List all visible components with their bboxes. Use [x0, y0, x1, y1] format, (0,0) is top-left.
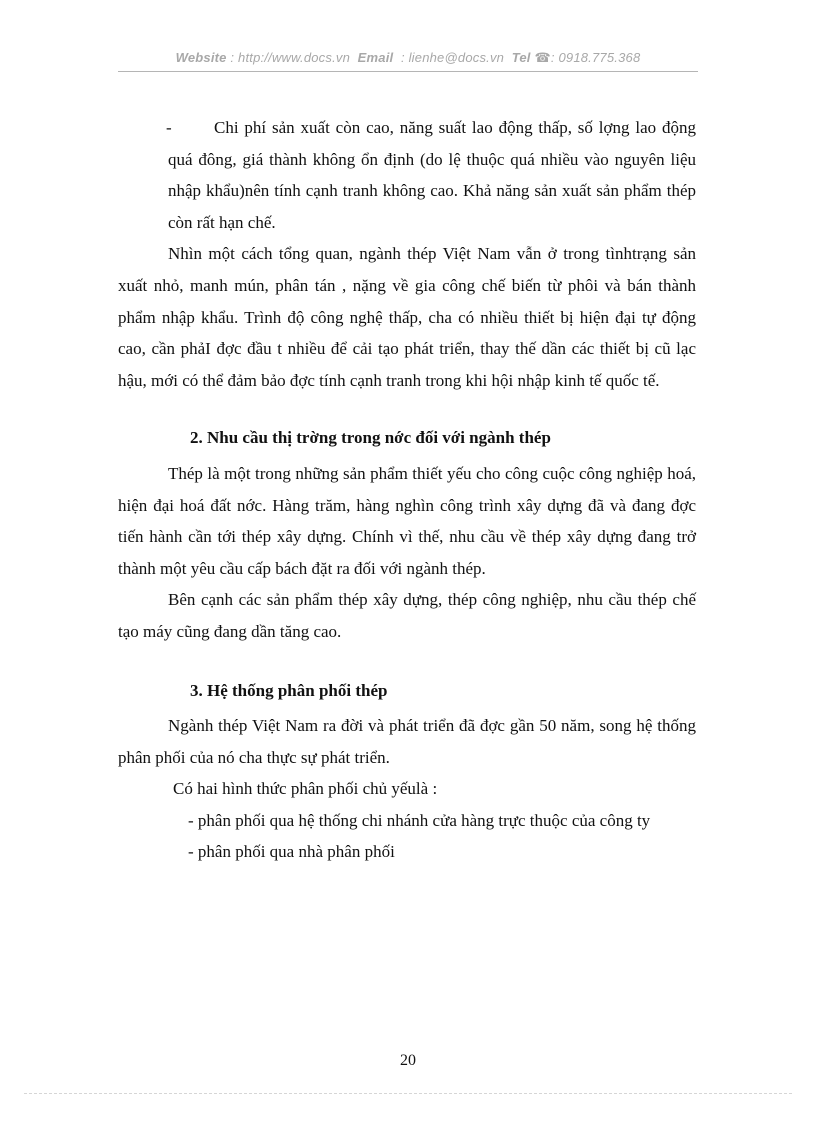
distribution-paragraph-2: Có hai hình thức phân phối chủ yếulà :	[173, 779, 438, 799]
page-header	[118, 50, 698, 66]
demand-paragraph-2: Bên cạnh các sản phẩm thép xây dựng, thép công nghiệp, nhu cầu thép chế tạo máy cũng đang dần tăng cao.	[118, 590, 696, 641]
email-value: : lienhe@docs.vn	[400, 50, 505, 65]
email-label: Email	[357, 50, 394, 65]
document-body	[118, 112, 696, 868]
dash-paragraph-text: Chi phí sản xuất còn cao, năng suất lao động thấp, số lợng lao động quá đông, giá thành không ổn định (do lệ thuộc quá nhiều vào nguyên liệu nhập khẩu)nên tính cạnh tranh không cao. Khả năng sản xuất sản phẩm thép còn rất hạn chế.	[168, 118, 696, 232]
page-bottom-border	[24, 1093, 792, 1094]
demand-paragraph-1: Thép là một trong những sản phẩm thiết yếu cho công cuộc công nghiệp hoá, hiện đại hoá đất nớc. Hàng trăm, hàng nghìn công trình xây dựng đã và đang đợc tiến hành cần tới thép xây dựng. Chính vì thế, nhu cầu về thép xây dựng đang trở thành một yêu cầu cấp bách đặt ra đối với ngành thép.	[118, 463, 696, 578]
tel-label: Tel	[511, 50, 531, 65]
header-divider	[118, 71, 698, 72]
section-heading-3: 3. Hệ thống phân phối thép	[190, 680, 388, 700]
distribution-bullet-2: - phân phối qua nhà phân phối	[188, 842, 395, 862]
section-heading-2: 2. Nhu cầu thị trờng trong nớc đối với ngành thép	[190, 428, 551, 448]
website-label: Website	[175, 50, 227, 65]
website-value: : http://www.docs.vn	[230, 50, 351, 65]
overview-paragraph: Nhìn một cách tổng quan, ngành thép Việt Nam vẫn ở trong tìnhtrạng sản xuất nhỏ, manh mún, phân tán , nặng về gia công chế biến từ phôi và bán thành phẩm nhập khẩu. Trình độ công nghệ thấp, cha có nhiều thiết bị hiện đại tự động cao, cần phảI đợc đầu t nhiều để cải tạo phát triển, thay thế dần các thiết bị cũ lạc hậu, mới có thể đảm bảo đợc tính cạnh tranh trong khi hội nhập kinh tế quốc tế.	[118, 244, 696, 390]
dash-paragraph	[118, 112, 696, 238]
distribution-paragraph-1: Ngành thép Việt Nam ra đời và phát triển đã đợc gần 50 năm, song hệ thống phân phối của nó cha thực sự phát triển.	[118, 716, 696, 767]
phone-icon: ☎	[534, 50, 551, 65]
page-number: 20	[400, 1052, 416, 1069]
distribution-bullet-1: - phân phối qua hệ thống chi nhánh cửa hàng trực thuộc của công ty	[188, 810, 651, 830]
dash-bullet: -	[166, 118, 172, 137]
tel-value: : 0918.775.368	[550, 50, 641, 65]
